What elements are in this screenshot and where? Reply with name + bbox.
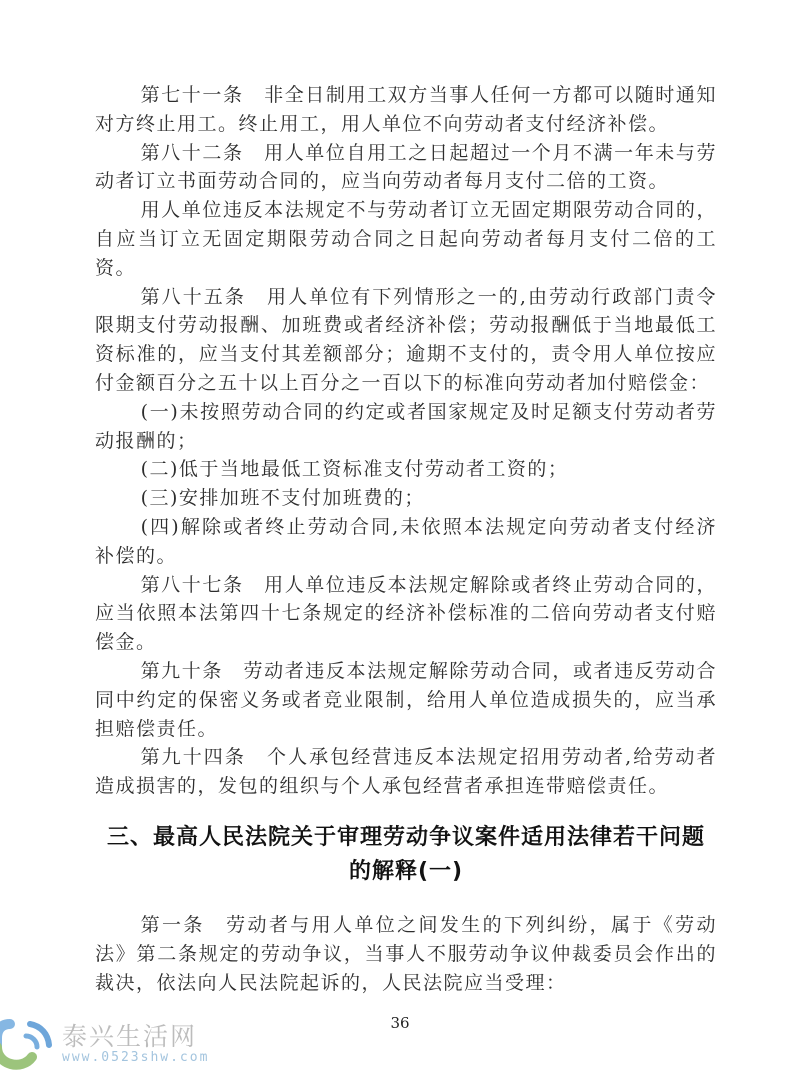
law-paragraph-article-90: 第九十条 劳动者违反本法规定解除劳动合同，或者违反劳动合同中约定的保密义务或者竞业限制，给用人单位造成损失的，应当承担赔偿责任。 [95,659,717,740]
law-paragraph-article-85: 第八十五条 用人单位有下列情形之一的,由劳动行政部门责令限期支付劳动报酬、加班费或者经济补偿；劳动报酬低于当地最低工资标准的，应当支付其差额部分；逾期不支付的，责令用人单位按应付金额百分之五十以上百分之一百以下的标准向劳动者加付赔偿金： [95,285,717,394]
site-watermark [0,1015,209,1077]
watermark-site-url: www.0523shw.com [62,1050,210,1065]
law-list-item-1: (一)未按照劳动合同的约定或者国家规定及时足额支付劳动者劳动报酬的； [95,400,717,452]
law-list-item-3: (三)安排加班不支付加班费的； [140,487,425,510]
law-paragraph-article-1: 第一条 劳动者与用人单位之间发生的下列纠纷，属于《劳动法》第二条规定的劳动争议，当事人不服劳动争议仲裁委员会作出的裁决，依法向人民法院起诉的，人民法院应当受理： [95,913,717,994]
law-list-item-2: (二)低于当地最低工资标准支付劳动者工资的； [140,458,569,481]
page-number: 36 [390,1014,410,1032]
law-paragraph-article-82-cont: 用人单位违反本法规定不与劳动者订立无固定期限劳动合同的，自应当订立无固定期限劳动合同之日起向劳动者每月支付二倍的工资。 [95,199,717,279]
law-paragraph-article-87: 第八十七条 用人单位违反本法规定解除或者终止劳动合同的，应当依照本法第四十七条规定的经济补偿标准的二倍向劳动者支付赔偿金。 [95,573,717,654]
law-paragraph-article-94: 第九十四条 个人承包经营违反本法规定招用劳动者,给劳动者造成损害的，发包的组织与个人承包经营者承担连带赔偿责任。 [95,746,717,798]
section-heading: 三、最高人民法院关于审理劳动争议案件适用法律若干问题的解释(一) [106,824,705,884]
law-paragraph-article-71: 第七十一条 非全日制用工双方当事人任何一方都可以随时通知对方终止用工。终止用工，用人单位不向劳动者支付经济补偿。 [95,84,717,135]
document-body [95,81,717,997]
law-list-item-4: (四)解除或者终止劳动合同,未依照本法规定向劳动者支付经济补偿的。 [95,515,717,567]
law-paragraph-article-82: 第八十二条 用人单位自用工之日起超过一个月不满一年未与劳动者订立书面劳动合同的，应当向劳动者每月支付二倍的工资。 [95,141,717,193]
watermark-site-name: 泰兴生活网 [62,1022,198,1051]
watermark-text-block [62,1023,209,1069]
site-logo-icon [0,1015,60,1077]
